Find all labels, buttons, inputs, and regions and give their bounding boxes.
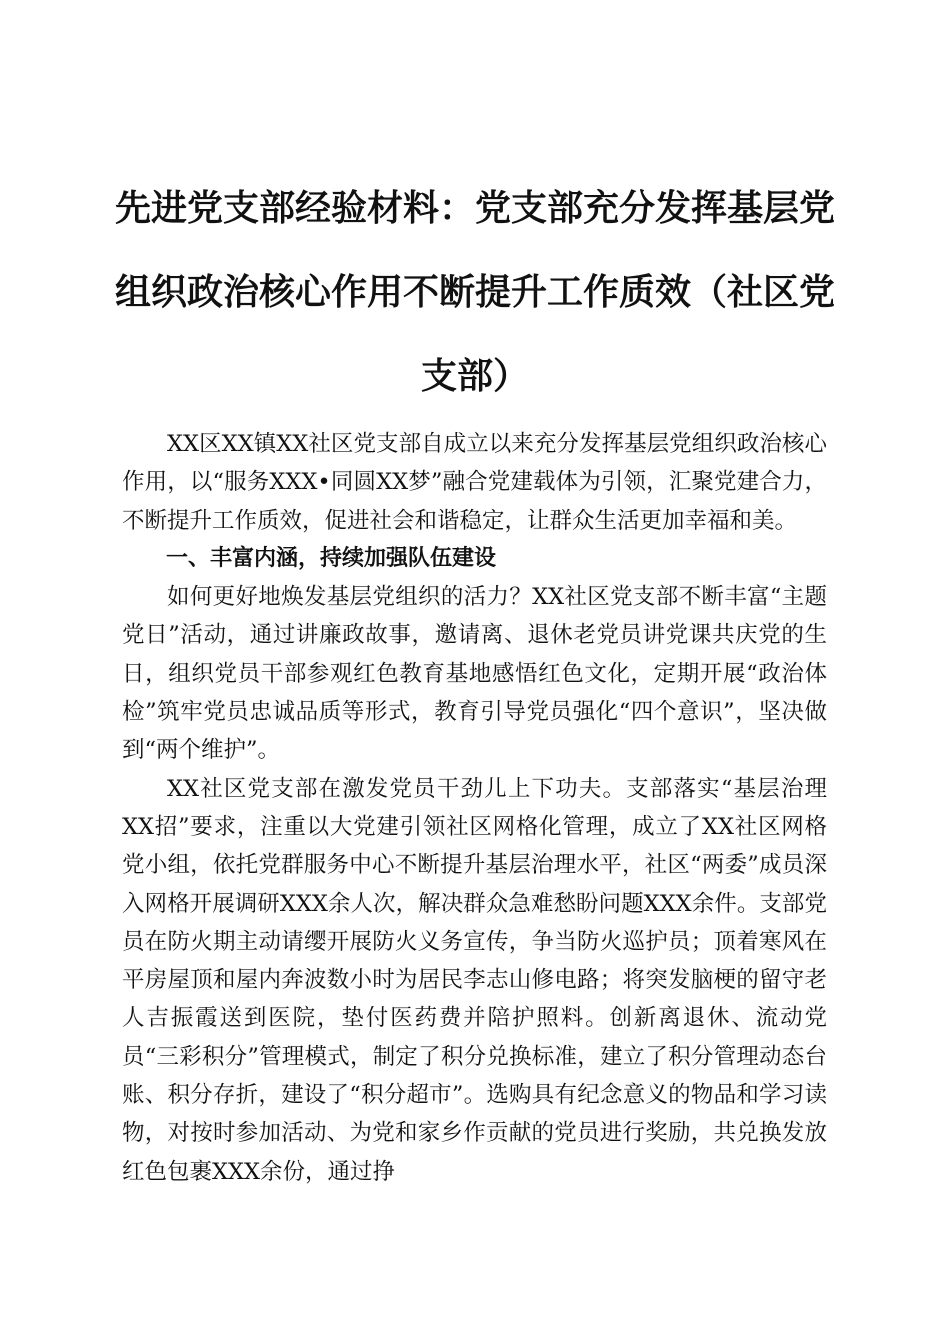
title-line-3: 支部） <box>420 355 529 397</box>
title-line-1: 先进党支部经验材料：党支部充分发挥基层党 <box>114 187 835 229</box>
document-title <box>110 166 840 418</box>
intro-paragraph: XX区XX镇XX社区党支部自成立以来充分发挥基层党组织政治核心作用，以“服务XXX•同圆XX梦”融合党建载体为引领，汇聚党建合力，不断提升工作质效，促进社会和谐稳定，让群众生活更加幸福和美。 <box>122 431 827 534</box>
body-paragraph-2: XX社区党支部在激发党员干劲儿上下功夫。支部落实“基层治理XX招”要求，注重以大党建引领社区网格化管理，成立了XX社区网格党小组，依托党群服务中心不断提升基层治理水平，社区“两委”成员深入网格开展调研XXX余人次，解决群众急难愁盼问题XXX余件。支部党员在防火期主动请缨开展防火义务宣传，争当防火巡护员；顶着寒风在平房屋顶和屋内奔波数小时为居民李志山修电路；将突发脑梗的留守老人吉振霞送到医院，垫付医药费并陪护照料。创新离退休、流动党员“三彩积分”管理模式，制定了积分兑换标准，建立了积分管理动态台账、积分存折，建设了“积分超市”。选购具有纪念意义的物品和学习读物，对按时参加活动、为党和家乡作贡献的党员进行奖励，共兑换发放红色包裹XXX余份，通过挣 <box>122 775 827 1185</box>
body-paragraph-1: 如何更好地焕发基层党组织的活力？XX社区党支部不断丰富“主题党日”活动，通过讲廉政故事，邀请离、退休老党员讲党课共庆党的生日，组织党员干部参观红色教育基地感悟红色文化，定期开展“政治体检”筑牢党员忠诚品质等形式，教育引导党员强化“四个意识”，坚决做到“两个维护”。 <box>122 584 827 764</box>
section-heading: 一、丰富内涵，持续加强队伍建设 <box>166 545 497 571</box>
document-body <box>122 425 827 1191</box>
title-line-2: 组织政治核心作用不断提升工作质效（社区党 <box>114 271 835 313</box>
